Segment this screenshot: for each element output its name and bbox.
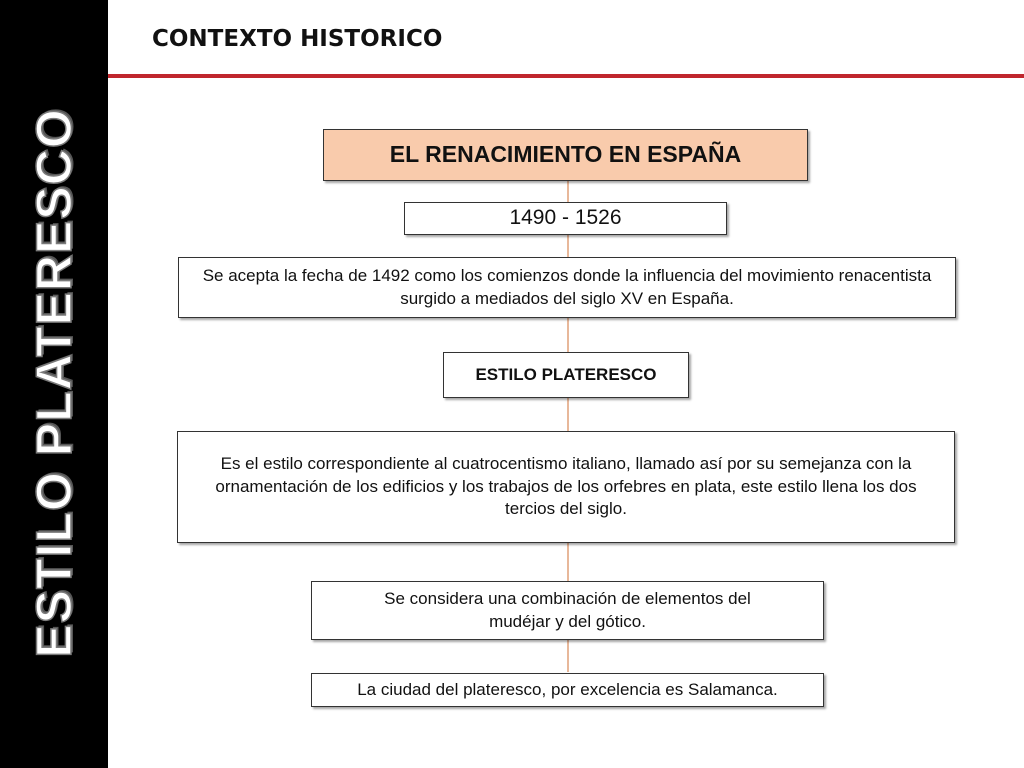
city-box — [311, 673, 824, 707]
header-divider — [108, 74, 1024, 78]
start-date-box — [178, 257, 956, 318]
style-description-box — [177, 431, 955, 543]
date-range-text: 1490 - 1526 — [509, 206, 622, 230]
style-description-text: Es el estilo correspondiente al cuatrocentismo italiano, llamado así por su semejanza con la ornamentación de los edificios y los trabajos de los orfebres en plata, este estilo llena los dos tercios del siglo. — [215, 453, 917, 519]
style-title-text: ESTILO PLATERESCO — [475, 364, 657, 384]
sidebar-title: ESTILO PLATERESCO — [26, 108, 82, 658]
date-range-box — [404, 202, 727, 235]
combination-box — [311, 581, 824, 640]
city-text: La ciudad del plateresco, por excelencia es Salamanca. — [357, 679, 778, 699]
start-date-text: Se acepta la fecha de 1492 como los comienzos donde la influencia del movimiento renacentista surgido a mediados del siglo XV en España. — [202, 265, 932, 308]
sidebar — [0, 0, 108, 768]
main-topic-text: EL RENACIMIENTO EN ESPAÑA — [389, 141, 742, 168]
style-title-box — [443, 352, 689, 398]
combination-text: Se considera una combinación de elementos del mudéjar y del gótico. — [384, 588, 751, 631]
main-topic-box — [323, 129, 808, 181]
page-title: CONTEXTO HISTORICO — [152, 26, 443, 52]
